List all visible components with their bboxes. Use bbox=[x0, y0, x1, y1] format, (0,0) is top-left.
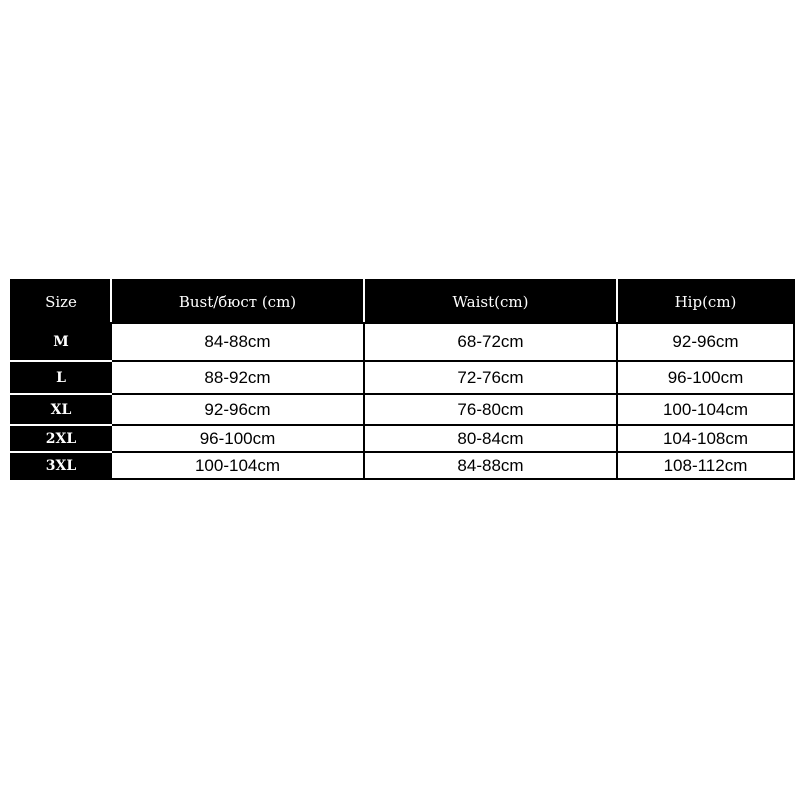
table-row bbox=[11, 361, 794, 394]
waist-value: 68-72cm bbox=[364, 323, 617, 361]
hip-value: 108-112cm bbox=[617, 452, 794, 479]
waist-value: 76-80cm bbox=[364, 394, 617, 425]
bust-value: 92-96cm bbox=[111, 394, 364, 425]
hip-value: 92-96cm bbox=[617, 323, 794, 361]
bust-value: 88-92cm bbox=[111, 361, 364, 394]
waist-value: 84-88cm bbox=[364, 452, 617, 479]
table-row bbox=[11, 323, 794, 361]
header-waist: Waist(cm) bbox=[364, 280, 617, 323]
size-label: XL bbox=[11, 394, 111, 425]
bust-value: 96-100cm bbox=[111, 425, 364, 452]
size-label: 3XL bbox=[11, 452, 111, 479]
header-size: Size bbox=[11, 280, 111, 323]
hip-value: 104-108cm bbox=[617, 425, 794, 452]
bust-value: 100-104cm bbox=[111, 452, 364, 479]
waist-value: 72-76cm bbox=[364, 361, 617, 394]
size-chart-table bbox=[10, 279, 795, 480]
size-label: 2XL bbox=[11, 425, 111, 452]
size-label: L bbox=[11, 361, 111, 394]
header-bust: Bust/бюст (cm) bbox=[111, 280, 364, 323]
waist-value: 80-84cm bbox=[364, 425, 617, 452]
hip-value: 96-100cm bbox=[617, 361, 794, 394]
hip-value: 100-104cm bbox=[617, 394, 794, 425]
table-row bbox=[11, 394, 794, 425]
header-hip: Hip(cm) bbox=[617, 280, 794, 323]
table-row bbox=[11, 452, 794, 479]
size-label: M bbox=[11, 323, 111, 361]
header-row bbox=[11, 280, 794, 323]
table-row bbox=[11, 425, 794, 452]
bust-value: 84-88cm bbox=[111, 323, 364, 361]
